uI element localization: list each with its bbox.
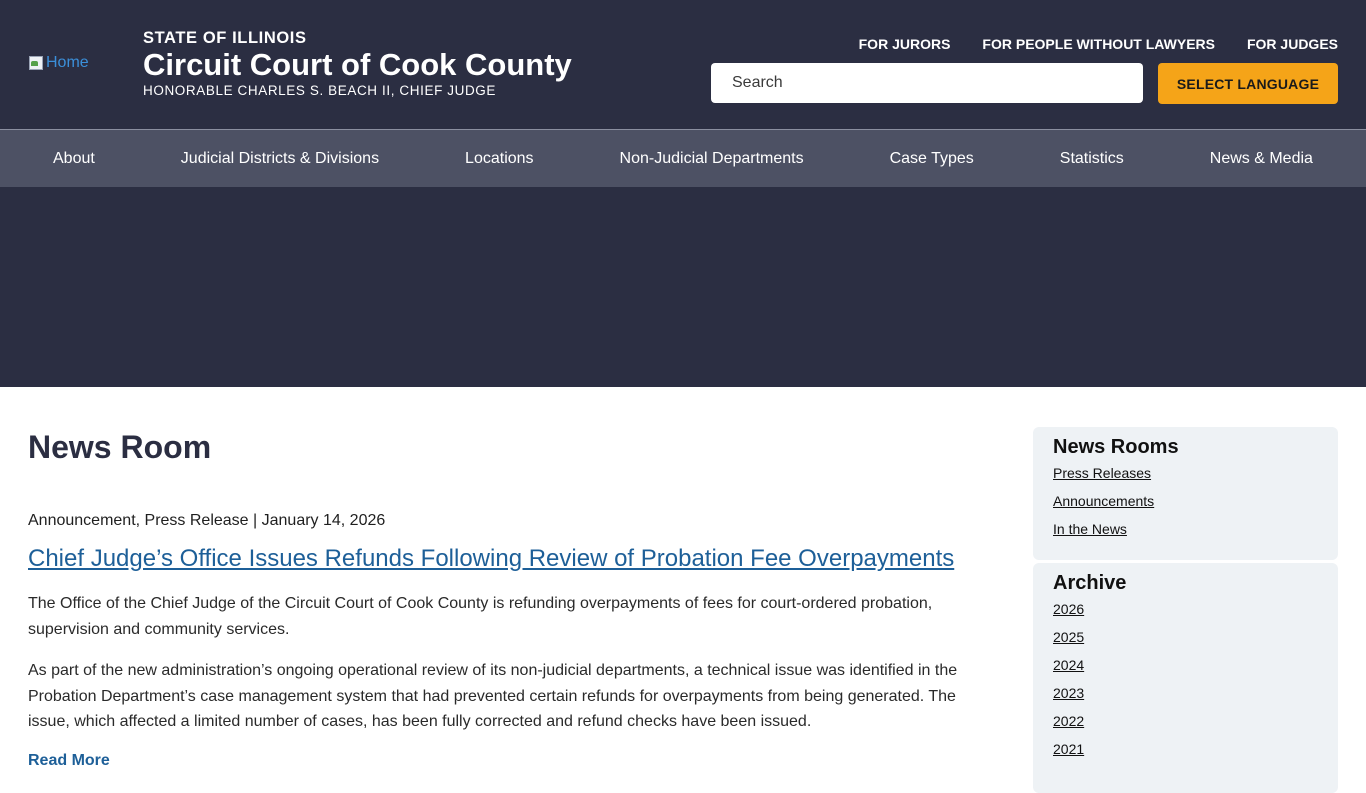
archive-year-link[interactable]: 2021: [1053, 741, 1085, 757]
broken-image-icon: [28, 55, 44, 71]
read-more-link[interactable]: Read More: [28, 752, 110, 769]
archive-year-link[interactable]: 2025: [1053, 629, 1085, 645]
article-paragraph: The Office of the Chief Judge of the Circuit Court of Cook County is refunding overpayments of fees for court-ordered probation, supervision and community services.: [28, 595, 933, 638]
list-item: [1053, 601, 1318, 629]
for-people-without-lawyers-link[interactable]: FOR PEOPLE WITHOUT LAWYERS: [982, 36, 1215, 52]
archive-year-link[interactable]: 2022: [1053, 713, 1085, 729]
news-rooms-card: [1033, 427, 1338, 560]
archive-year-link[interactable]: 2024: [1053, 657, 1085, 673]
home-logo-link[interactable]: [28, 54, 89, 72]
home-logo-alt-text: Home: [46, 54, 89, 71]
for-judges-link[interactable]: FOR JUDGES: [1246, 36, 1338, 52]
list-item: [1053, 657, 1318, 685]
nav-item-statistics[interactable]: Statistics: [1059, 149, 1124, 167]
in-the-news-link[interactable]: In the News: [1053, 521, 1127, 537]
article-meta: Announcement, Press Release | January 14, 2026: [28, 512, 386, 529]
news-rooms-list: [1053, 465, 1318, 549]
press-releases-link[interactable]: Press Releases: [1053, 465, 1152, 481]
site-header: [0, 0, 1366, 129]
search-input[interactable]: [711, 63, 1143, 103]
nav-item-judicial-districts[interactable]: Judicial Districts & Divisions: [180, 149, 380, 167]
select-language-button[interactable]: SELECT LANGUAGE: [1158, 63, 1338, 104]
nav-item-news-media[interactable]: News & Media: [1209, 149, 1313, 167]
list-item: [1053, 521, 1318, 549]
hero-banner: [0, 187, 1366, 387]
list-item: [1053, 465, 1318, 493]
nav-item-non-judicial-departments[interactable]: Non-Judicial Departments: [619, 149, 804, 167]
nav-item-locations[interactable]: Locations: [465, 149, 534, 167]
court-name-title[interactable]: Circuit Court of Cook County: [143, 47, 572, 82]
chief-judge-subtitle: HONORABLE CHARLES S. BEACH II, CHIEF JUDGE: [143, 83, 497, 98]
archive-list: [1053, 601, 1318, 769]
news-rooms-heading: News Rooms: [1053, 436, 1179, 458]
list-item: [1053, 685, 1318, 713]
archive-year-link[interactable]: 2023: [1053, 685, 1085, 701]
article-paragraph: As part of the new administration’s ongoing operational review of its non-judicial departments, a technical issue was identified in the Probation Department’s case management system that had prevented certain refunds for overpayments from being generated. The issue, which affected a limited number of cases, has been fully corrected and refund checks have been issued.: [28, 662, 958, 730]
main-nav: [0, 129, 1366, 187]
list-item: [1053, 493, 1318, 521]
article-title-link[interactable]: Chief Judge’s Office Issues Refunds Following Review of Probation Fee Overpayments: [28, 545, 955, 572]
for-jurors-link[interactable]: FOR JURORS: [858, 36, 951, 52]
archive-year-link[interactable]: 2026: [1053, 601, 1085, 617]
nav-item-case-types[interactable]: Case Types: [889, 149, 974, 167]
page-title: News Room: [28, 429, 212, 465]
list-item: [1053, 741, 1318, 769]
state-label: STATE OF ILLINOIS: [143, 29, 307, 47]
announcements-link[interactable]: Announcements: [1053, 493, 1155, 509]
nav-item-about[interactable]: About: [53, 149, 95, 167]
utility-nav: [859, 36, 1338, 52]
list-item: [1053, 713, 1318, 741]
archive-heading: Archive: [1053, 572, 1127, 594]
list-item: [1053, 629, 1318, 657]
archive-card: [1033, 563, 1338, 793]
